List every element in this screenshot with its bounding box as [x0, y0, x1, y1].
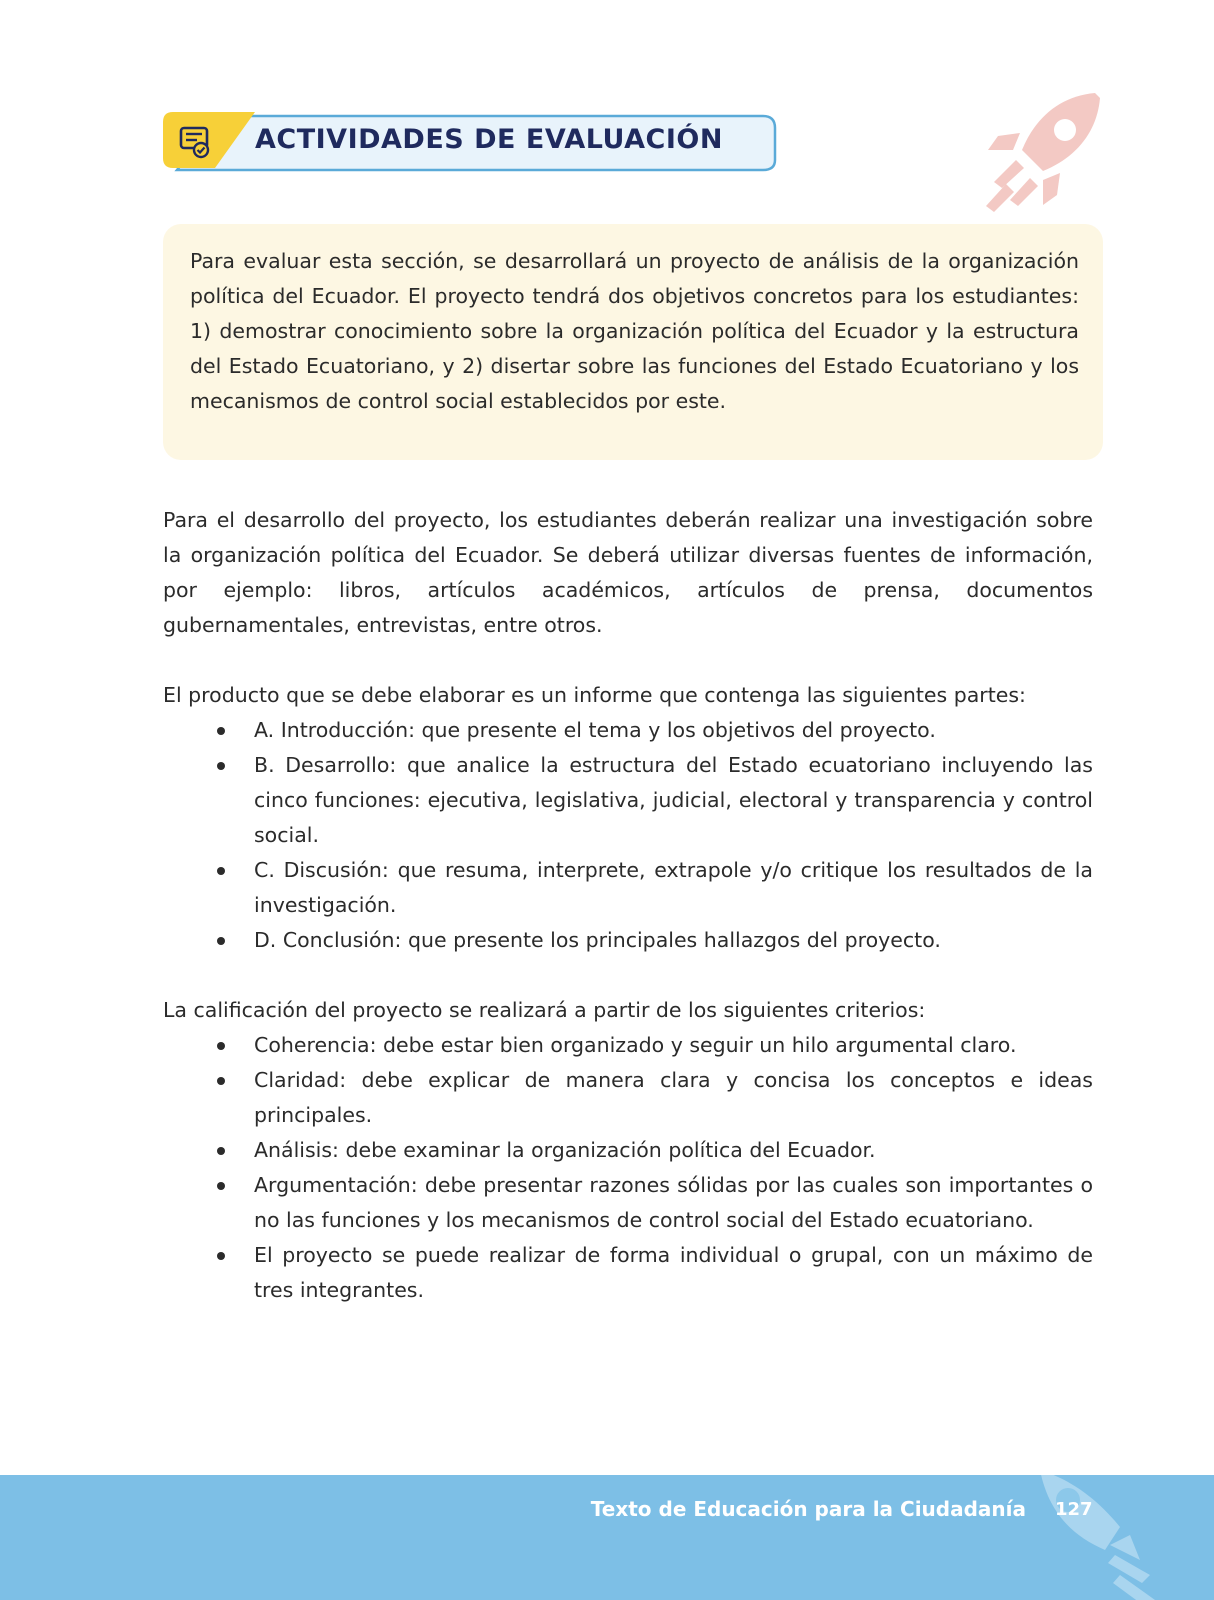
rocket-icon	[980, 88, 1105, 223]
bullet-icon	[217, 1147, 225, 1155]
rocket-watermark-icon	[1020, 1475, 1180, 1600]
bullet-icon	[217, 762, 225, 770]
list-item: Claridad: debe explicar de manera clara y concisa los conceptos e ideas principales.	[163, 1063, 1093, 1133]
bullet-icon	[217, 1042, 225, 1050]
intro-box	[163, 224, 1103, 460]
page-number: 127	[1055, 1499, 1093, 1520]
paragraph-research: Para el desarrollo del proyecto, los estudiantes deberán realizar una investigación sobre la organización política del Ecuador. Se deberá utilizar diversas fuentes de información, por ejemplo: libros, artículos académicos, artículos de prensa, documentos gubernamentales, entrevistas, entre otros.	[163, 508, 1093, 637]
section-header	[163, 112, 793, 176]
bullet-icon	[217, 1252, 225, 1260]
bullet-icon	[217, 1182, 225, 1190]
list-item: Análisis: debe examinar la organización política del Ecuador.	[163, 1133, 1093, 1168]
criteria-list	[163, 1028, 1093, 1308]
list-item: Coherencia: debe estar bien organizado y seguir un hilo argumental claro.	[163, 1028, 1093, 1063]
list-item: C. Discusión: que resuma, interprete, extrapole y/o critique los resultados de la investigación.	[163, 853, 1093, 923]
bullet-icon	[217, 937, 225, 945]
intro-text: Para evaluar esta sección, se desarrollará un proyecto de análisis de la organización política del Ecuador. El proyecto tendrá dos objetivos concretos para los estudiantes: 1) demostrar conocimiento sobre la organización política del Ecuador y la estructura del Estado Ecuatoriano, y 2) disertar sobre las funciones del Estado Ecuatoriano y los mecanismos de control social establecidos por este.	[190, 249, 1079, 413]
body-content	[163, 503, 1093, 1308]
page-footer	[0, 1475, 1214, 1600]
product-list	[163, 713, 1093, 958]
list-item: El proyecto se puede realizar de forma individual o grupal, con un máximo de tres integrantes.	[163, 1238, 1093, 1308]
checklist-icon	[175, 122, 215, 162]
list-item: D. Conclusión: que presente los principales hallazgos del proyecto.	[163, 923, 1093, 958]
bullet-icon	[217, 1077, 225, 1085]
bullet-icon	[217, 867, 225, 875]
criteria-intro: La calificación del proyecto se realizará a partir de los siguientes criterios:	[163, 998, 926, 1022]
product-intro: El producto que se debe elaborar es un informe que contenga las siguientes partes:	[163, 683, 1026, 707]
list-item: A. Introducción: que presente el tema y los objetivos del proyecto.	[163, 713, 1093, 748]
list-item: B. Desarrollo: que analice la estructura del Estado ecuatoriano incluyendo las cinco funciones: ejecutiva, legislativa, judicial, electoral y transparencia y control social.	[163, 748, 1093, 853]
bullet-icon	[217, 727, 225, 735]
section-title: ACTIVIDADES DE EVALUACIÓN	[255, 124, 723, 155]
list-item: Argumentación: debe presentar razones sólidas por las cuales son importantes o no las funciones y los mecanismos de control social del Estado ecuatoriano.	[163, 1168, 1093, 1238]
footer-book-title: Texto de Educación para la Ciudadanía	[590, 1497, 1026, 1521]
